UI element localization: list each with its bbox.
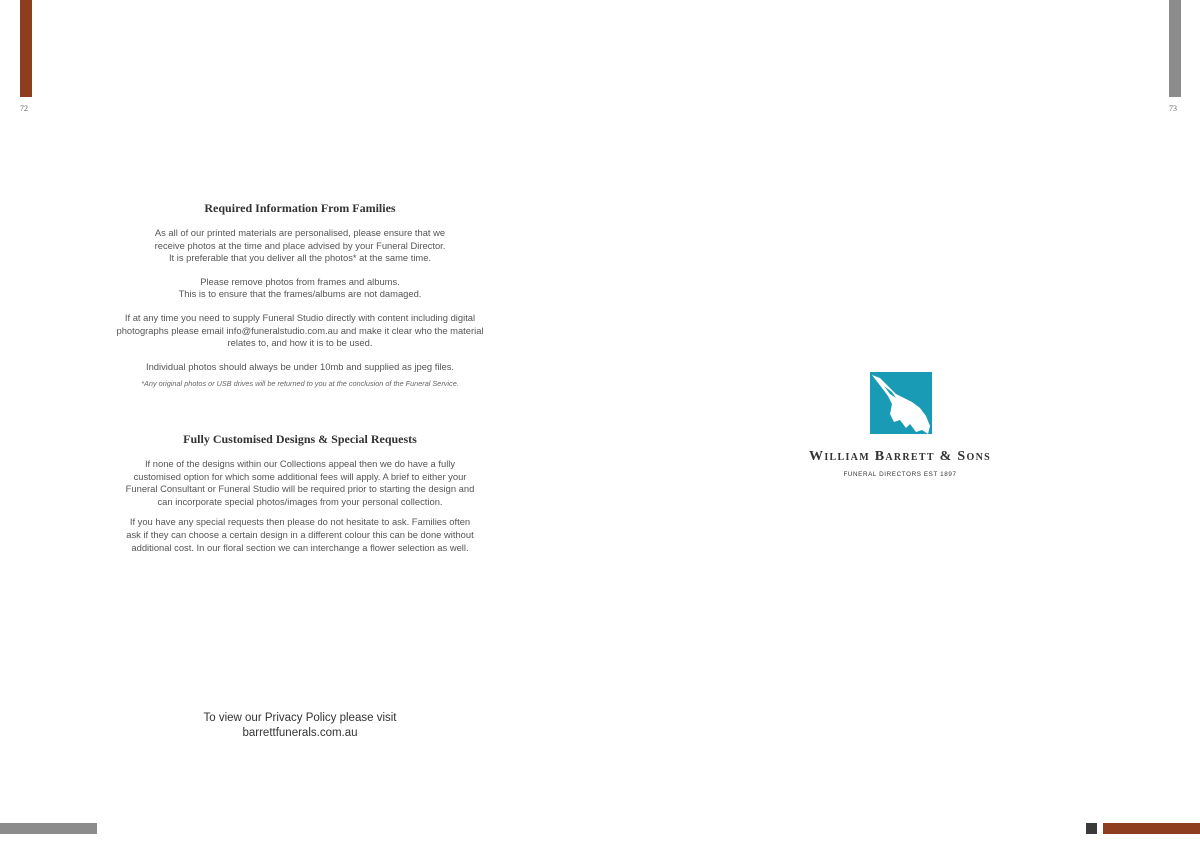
page-number-left: 72	[20, 104, 28, 113]
brand-name: William Barrett & Sons	[809, 449, 991, 464]
accent-bar-top-right	[1169, 0, 1181, 97]
accent-bar-bottom-right	[1103, 823, 1200, 834]
custom-designs-heading: Fully Customised Designs & Special Requests	[183, 432, 417, 446]
required-info-footnote: *Any original photos or USB drives will be returned to you at the conclusion of the Funeral Service.	[141, 379, 459, 389]
accent-square-bottom-right	[1086, 823, 1097, 834]
required-info-paragraph: Individual photos should always be under 10mb and supplied as jpeg files.	[145, 360, 454, 372]
brand-tagline: FUNERAL DIRECTORS EST 1897	[843, 471, 957, 478]
custom-designs-paragraph: If you have any special requests then please do not hesitate to ask. Families often ask if they can choose a certain design in a different colour this can be done without additional cost. In our floral section we can interchange a flower selection as well.	[126, 516, 474, 553]
custom-designs-paragraph: If none of the designs within our Collections appeal then we do have a fully customised option for which some additional fees will apply. A brief to either your Funeral Consultant or Funeral Studio will be required prior to starting the design and can incorporate special photos/images from your personal collection.	[125, 458, 475, 507]
required-information-section	[60, 201, 540, 388]
page-number-right: 73	[1169, 104, 1177, 113]
privacy-policy-note: To view our Privacy Policy please visit barrettfunerals.com.au	[203, 712, 397, 739]
accent-bar-bottom-left	[0, 823, 97, 834]
required-info-paragraph: Please remove photos from frames and albums. This is to ensure that the frames/albums are not damaged.	[178, 275, 422, 300]
bird-logo-icon	[870, 372, 932, 434]
required-info-paragraph: If at any time you need to supply Funeral Studio directly with content including digital photographs please email info@funeralstudio.com.au and make it clear who the material relates to, and how it is to be used.	[116, 311, 484, 349]
accent-bar-top-left	[20, 0, 32, 97]
custom-designs-section	[60, 432, 540, 562]
required-information-heading: Required Information From Families	[204, 201, 396, 215]
required-info-paragraph: As all of our printed materials are personalised, please ensure that we receive photos at the time and place advised by your Funeral Director. It is preferable that you deliver all the photos* at the same time.	[154, 227, 446, 264]
